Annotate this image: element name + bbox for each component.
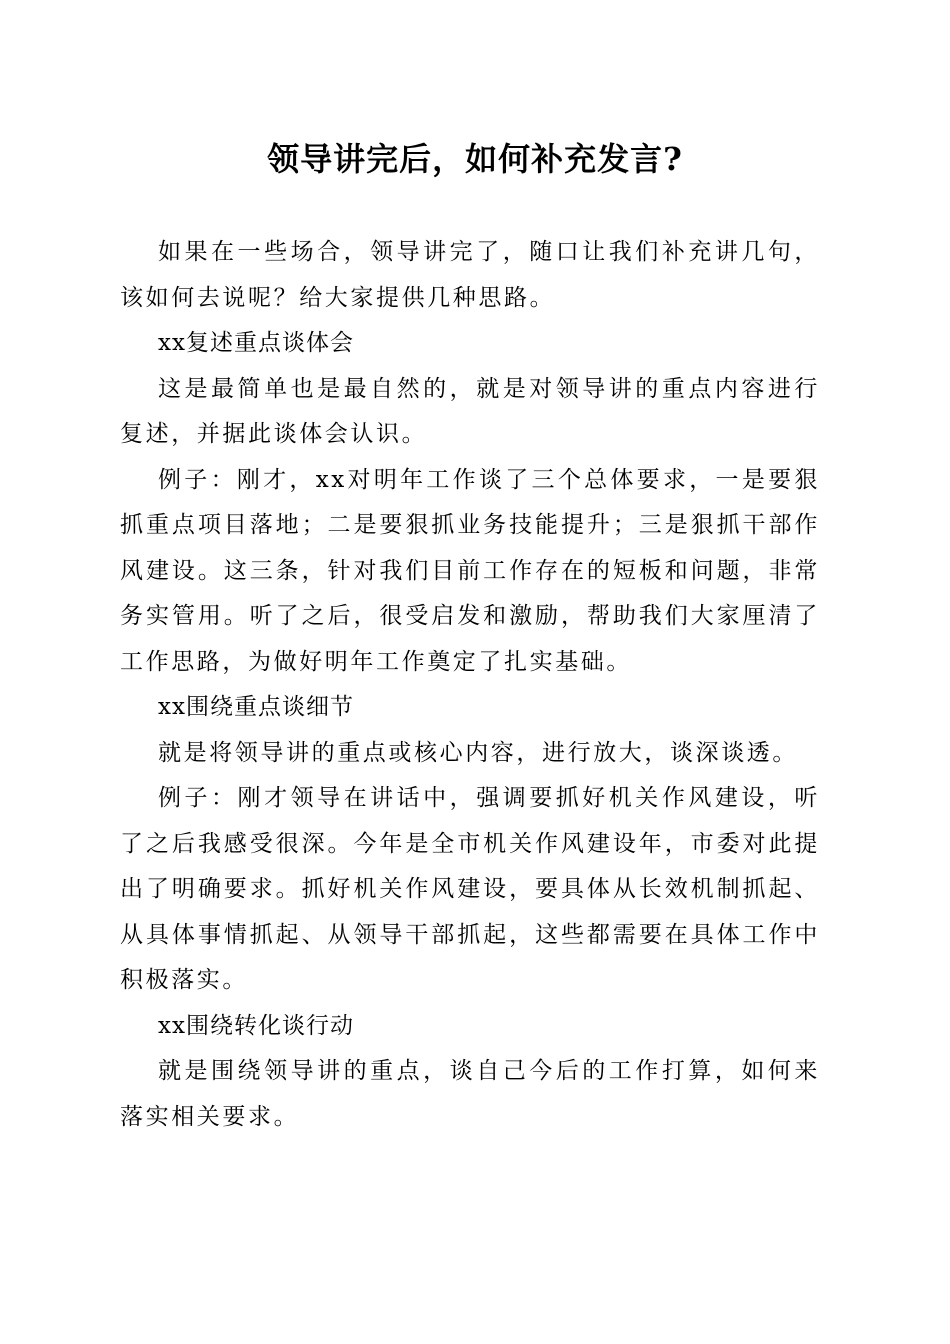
section-heading-1: xx复述重点谈体会 <box>158 330 354 356</box>
document-title: 领导讲完后，如何补充发言? <box>267 140 683 178</box>
paragraph-section-1-example: 例子：刚才，xx对明年工作谈了三个总体要求，一是要狠抓重点项目落地；二是要狠抓业务技能提升；三是狠抓干部作风建设。这三条，针对我们目前工作存在的短板和问题，非常务实管用。听了之后，很受启发和激励，帮助我们大家厘清了工作思路，为做好明年工作奠定了扎实基础。 <box>120 466 820 675</box>
document-body <box>120 230 820 1140</box>
paragraph-section-2-desc: 就是将领导讲的重点或核心内容，进行放大，谈深谈透。 <box>158 739 798 766</box>
section-heading-3: xx围绕转化谈行动 <box>158 1012 354 1039</box>
paragraph-intro: 如果在一些场合，领导讲完了，随口让我们补充讲几句，该如何去说呢？给大家提供几种思路。 <box>120 239 820 311</box>
section-heading-2: xx围绕重点谈细节 <box>158 694 354 720</box>
paragraph-section-2-example: 例子：刚才领导在讲话中，强调要抓好机关作风建设，听了之后我感受很深。今年是全市机关作风建设年，市委对此提出了明确要求。抓好机关作风建设，要具体从长效机制抓起、从具体事情抓起、从领导干部抓起，这些都需要在具体工作中积极落实。 <box>120 785 820 993</box>
paragraph-section-3-desc: 就是围绕领导讲的重点，谈自己今后的工作打算，如何来落实相关要求。 <box>120 1058 820 1130</box>
paragraph-section-1-desc: 这是最简单也是最自然的，就是对领导讲的重点内容进行复述，并据此谈体会认识。 <box>120 375 820 447</box>
